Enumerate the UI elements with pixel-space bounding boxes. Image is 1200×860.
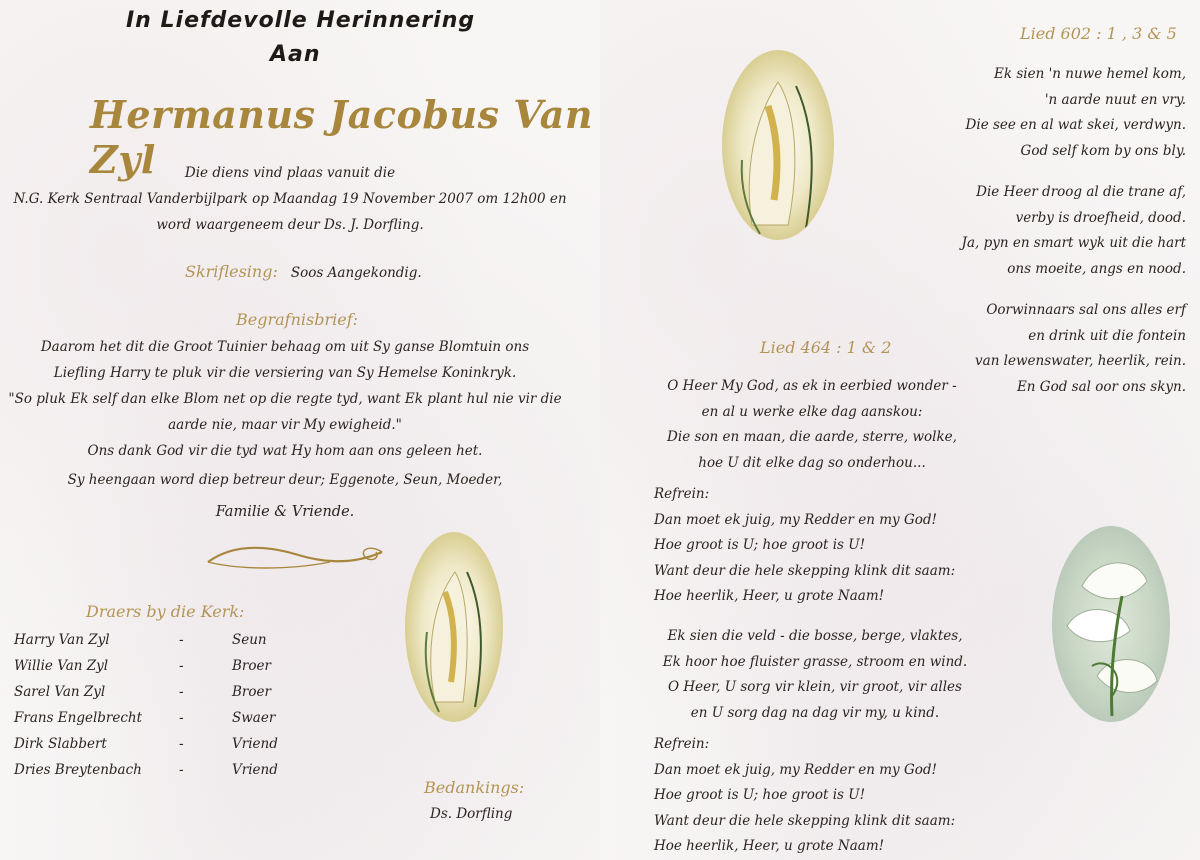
hymn-line: Ja, pyn en smart wyk uit die hart [961, 235, 1186, 251]
refrain-line: Hoe heerlik, Heer, u grote Naam! [654, 588, 885, 604]
bearer-relation: Broer [232, 658, 271, 674]
hymn-line: verby is droefheid, dood. [1015, 209, 1186, 226]
hymn-line: Ek sien 'n nuwe hemel kom, [994, 66, 1186, 82]
thanks-value: Ds. Dorfling [430, 806, 513, 822]
hymn-602-verse-5 [975, 298, 1186, 400]
bearer-dash: - [179, 684, 184, 700]
funeral-letter-heading: Begrafnisbrief: [236, 310, 358, 329]
refrain-line: Dan moet ek juig, my Redder en my God! [654, 761, 937, 778]
hymn-line: Oorwinnaars sal ons alles erf [986, 302, 1186, 318]
scripture-label: Skriflesing: [185, 262, 278, 281]
bearer-relation: Seun [232, 632, 267, 648]
refrain-line: Want deur die hele skepping klink dit saam: [654, 562, 956, 579]
funeral-letter [0, 334, 570, 528]
calla-lily-image [722, 50, 834, 240]
hymn-602-title: Lied 602 : 1 , 3 & 5 [1020, 24, 1177, 43]
bearer-row [14, 736, 314, 762]
letter-line: Daarom het dit die Groot Tuinier behaag om uit Sy ganse Blomtuin ons [40, 339, 530, 355]
white-lilies-image [1052, 526, 1170, 722]
calla-lily-image [405, 532, 503, 722]
letter-line: aarde nie, maar vir My ewigheid." [168, 417, 402, 433]
bearer-relation: Vriend [232, 736, 278, 752]
hymn-line: En God sal oor ons skyn. [1016, 378, 1186, 395]
hymn-464-title: Lied 464 : 1 & 2 [760, 338, 892, 357]
service-line: Die diens vind plaas vanuit die [184, 165, 396, 181]
bearers-heading: Draers by die Kerk: [86, 602, 245, 621]
service-line: N.G. Kerk Sentraal Vanderbijlpark op Maandag 19 November 2007 om 12h00 en [13, 191, 567, 207]
scripture-value: Soos Aangekondig. [290, 265, 422, 281]
refrain-line: Hoe groot is U; hoe groot is U! [654, 787, 866, 803]
bearer-name: Dries Breytenbach [14, 762, 142, 778]
bearer-dash: - [179, 736, 184, 752]
hymn-line: van lewenswater, heerlik, rein. [975, 353, 1186, 369]
heading-line-1: In Liefdevolle Herinnering [126, 8, 476, 33]
hymn-line: en U sorg dag na dag vir my, u kind. [690, 704, 940, 721]
bearer-dash: - [179, 762, 184, 778]
hymn-line: ons moeite, angs en nood. [1007, 260, 1186, 277]
heading-line-2: Aan [270, 42, 321, 67]
hymn-line: Ek sien die veld - die bosse, berge, vlaktes, [667, 628, 963, 644]
hymn-line: Die son en maan, die aarde, sterre, wolke, [667, 429, 957, 445]
hymn-line: en al u werke elke dag aanskou: [701, 403, 923, 420]
service-details [0, 160, 580, 238]
bearer-dash: - [179, 710, 184, 726]
hymn-line: O Heer My God, as ek in eerbied wonder - [667, 378, 957, 394]
thanks-heading: Bedankings: [424, 778, 525, 797]
hymn-464-verse-1 [652, 374, 972, 476]
bearer-row [14, 658, 314, 684]
letter-line: Ons dank God vir die tyd wat Hy hom aan ons geleen het. [87, 443, 483, 459]
right-page [600, 0, 1200, 860]
hymn-line: Ek hoor hoe fluister grasse, stroom en wind. [662, 653, 968, 670]
bearer-relation: Vriend [232, 762, 278, 778]
letter-line: Sy heengaan word diep betreur deur; Eggenote, Seun, Moeder, [67, 472, 503, 488]
bearer-name: Harry Van Zyl [14, 632, 110, 648]
bearer-row [14, 684, 314, 710]
bearer-dash: - [179, 632, 184, 648]
refrain-line: Hoe heerlik, Heer, u grote Naam! [654, 838, 885, 854]
refrain-label: Refrein: [654, 736, 710, 752]
service-line: word waargeneem deur Ds. J. Dorfling. [156, 217, 424, 233]
bearer-name: Frans Engelbrecht [14, 710, 143, 726]
bearer-row [14, 632, 314, 658]
refrain-line: Dan moet ek juig, my Redder en my God! [654, 511, 937, 528]
refrain-label: Refrein: [654, 486, 710, 502]
hymn-602-verse-3 [962, 180, 1186, 282]
bearer-dash: - [179, 658, 184, 674]
bearer-relation: Swaer [232, 710, 276, 726]
bearer-name: Sarel Van Zyl [14, 684, 106, 700]
hymn-602-verse-1 [966, 62, 1186, 164]
flourish-ornament [200, 540, 390, 574]
bearer-name: Dirk Slabbert [14, 736, 107, 752]
letter-line: Liefling Harry te pluk vir die versiering van Sy Hemelse Koninkryk. [53, 365, 517, 381]
refrain-line: Hoe groot is U; hoe groot is U! [654, 537, 866, 553]
bearer-row [14, 710, 314, 736]
deceased-name: Hermanus Jacobus Van Zyl [90, 92, 593, 182]
refrain-1 [654, 482, 955, 610]
letter-line: "So pluk Ek self dan elke Blom net op die regte tyd, want Ek plant hul nie vir die [8, 391, 562, 407]
refrain-line: Want deur die hele skepping klink dit saam: [654, 812, 956, 829]
scripture-reading [185, 262, 422, 281]
bearer-name: Willie Van Zyl [14, 658, 109, 674]
letter-line: Familie & Vriende. [215, 504, 355, 520]
hymn-line: Die Heer droog al die trane af, [976, 184, 1186, 200]
hymn-line: O Heer, U sorg vir klein, vir groot, vir alles [668, 679, 962, 695]
refrain-2 [654, 732, 955, 860]
hymn-line: 'n aarde nuut en vry. [1044, 91, 1186, 108]
hymn-line: Die see en al wat skei, verdwyn. [965, 117, 1186, 133]
bearer-row [14, 762, 314, 788]
hymn-464-verse-2 [652, 624, 978, 726]
hymn-line: hoe U dit elke dag so onderhou... [698, 454, 926, 471]
bearer-relation: Broer [232, 684, 271, 700]
hymn-line: en drink uit die fontein [1028, 327, 1186, 344]
hymn-line: God self kom by ons bly. [1020, 142, 1186, 159]
